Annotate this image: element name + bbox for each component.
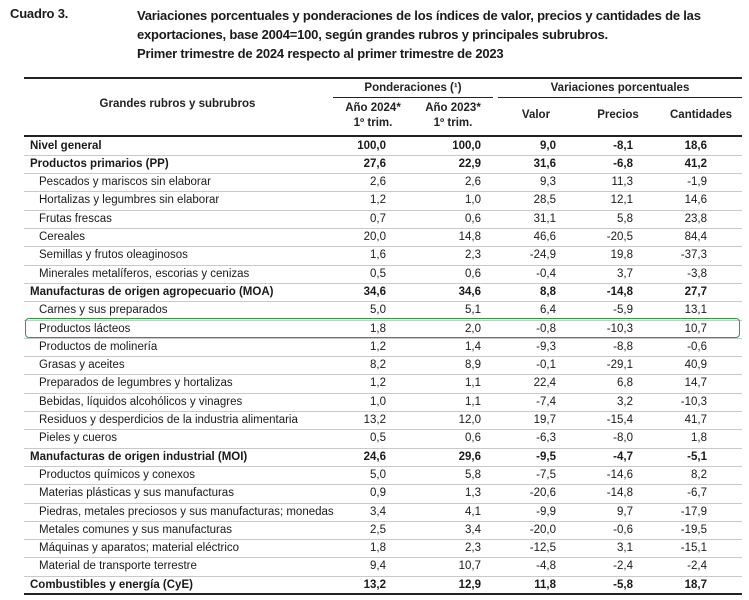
cell-p23: 2,3: [465, 249, 481, 262]
cell-p23: 1,0: [465, 194, 481, 207]
cell-valor: -9,3: [536, 340, 556, 353]
cell-precios: -8,0: [613, 432, 633, 445]
cell-precios: -15,4: [606, 414, 633, 426]
header-precios: Precios: [597, 109, 639, 121]
cell-valor: -24,9: [529, 249, 556, 262]
table-row: [24, 484, 742, 502]
cell-p23: 2,6: [465, 176, 481, 189]
cell-cant: -15,1: [680, 542, 707, 555]
cell-precios: 6,8: [617, 377, 633, 390]
row-label: Pieles y cueros: [39, 432, 117, 445]
table-row: [24, 557, 742, 575]
cell-precios: -8,1: [613, 139, 633, 152]
row-label: Frutas frescas: [39, 212, 112, 225]
cell-valor: 19,7: [533, 414, 556, 426]
cell-p24: 1,2: [370, 340, 386, 353]
cell-cant: 8,2: [691, 468, 707, 481]
cell-p24: 0,5: [370, 267, 386, 280]
cell-cant: 10,7: [684, 322, 707, 335]
cell-p24: 24,6: [363, 450, 386, 463]
header-anio-2024-line1: Año 2024*: [345, 102, 401, 114]
cell-precios: -2,4: [613, 560, 633, 573]
cell-p23: 1,4: [465, 340, 481, 353]
cell-cant: -2,4: [687, 560, 707, 573]
header-anio-2023-line2: 1º trim.: [433, 117, 473, 129]
cell-p24: 9,4: [370, 560, 386, 573]
cell-p24: 0,7: [370, 212, 386, 225]
cell-precios: -6,8: [613, 157, 633, 170]
cell-valor: -9,5: [536, 450, 556, 463]
cell-p24: 2,5: [370, 523, 386, 536]
cell-p23: 4,1: [465, 505, 481, 518]
cell-cant: 41,2: [684, 157, 707, 170]
cell-valor: -7,5: [536, 468, 556, 481]
cell-cant: 41,7: [684, 414, 707, 426]
cell-precios: 3,1: [617, 542, 633, 555]
cell-p23: 34,6: [458, 285, 481, 298]
row-label: Manufacturas de origen industrial (MOI): [30, 450, 248, 463]
cell-valor: -7,4: [536, 395, 556, 408]
cell-precios: -14,8: [606, 487, 633, 500]
cell-p23: 14,8: [458, 231, 481, 243]
cell-p24: 100,0: [357, 139, 386, 152]
cell-p23: 12,0: [458, 414, 481, 426]
cell-cant: -1,9: [687, 176, 707, 189]
cell-p24: 13,2: [363, 578, 386, 591]
cell-cant: 18,6: [684, 139, 707, 152]
cell-p23: 22,9: [458, 157, 481, 170]
table-row: [24, 137, 742, 155]
cell-precios: -0,6: [613, 523, 633, 536]
cell-precios: 12,1: [610, 194, 633, 207]
title-line: Variaciones porcentuales y ponderaciones de los índices de valor, precios y cantidades de las: [137, 8, 701, 23]
table-row: [24, 521, 742, 539]
row-label: Carnes y sus preparados: [39, 304, 168, 317]
row-label: Piedras, metales preciosos y sus manufacturas; monedas: [39, 505, 334, 518]
row-label: Manufacturas de origen agropecuario (MOA): [30, 285, 274, 298]
table-row: [24, 228, 742, 246]
cell-cant: -0,6: [687, 340, 707, 353]
cell-p23: 1,3: [465, 487, 481, 500]
cell-p24: 3,4: [370, 505, 386, 518]
cell-precios: 3,7: [617, 267, 633, 280]
cell-valor: 8,8: [540, 285, 556, 298]
cell-cant: -19,5: [680, 523, 707, 536]
row-label: Materias plásticas y sus manufacturas: [39, 487, 234, 500]
cell-precios: -20,5: [606, 231, 633, 243]
table-row: [24, 539, 742, 557]
row-label: Metales comunes y sus manufacturas: [39, 523, 233, 536]
ponderaciones-rule: [333, 97, 493, 98]
cell-precios: -4,7: [613, 450, 633, 463]
cell-precios: -29,1: [606, 359, 633, 372]
highlight-productos-lacteos: [25, 318, 740, 338]
cell-p23: 2,0: [465, 322, 481, 335]
table-row: [24, 411, 742, 429]
cell-valor: 11,8: [534, 578, 556, 591]
cell-p23: 8,9: [465, 359, 481, 372]
cell-valor: -6,3: [536, 432, 556, 445]
cell-precios: -14,8: [606, 285, 633, 298]
cell-precios: -8,8: [613, 340, 633, 353]
cell-p23: 3,4: [465, 523, 481, 536]
table-row: [24, 448, 742, 466]
table-row: [24, 246, 742, 264]
cell-cant: 1,8: [691, 432, 707, 445]
row-label: Semillas y frutos oleaginosos: [39, 249, 188, 262]
header-rubros: Grandes rubros y subrubros: [99, 98, 256, 110]
cell-p23: 0,6: [465, 267, 481, 280]
row-label: Productos de molinería: [39, 340, 158, 353]
cell-cant: -5,1: [687, 450, 707, 463]
cell-valor: -4,8: [536, 560, 556, 573]
row-label: Combustibles y energía (CyE): [30, 578, 193, 591]
cell-p23: 10,7: [458, 560, 481, 573]
cell-p23: 0,6: [465, 432, 481, 445]
cell-valor: -20,0: [529, 523, 556, 536]
cell-cant: 18,7: [684, 578, 707, 591]
cell-precios: 5,8: [617, 212, 633, 225]
cell-p23: 0,6: [465, 212, 481, 225]
cell-p23: 2,3: [465, 542, 481, 555]
row-label: Nivel general: [30, 139, 102, 152]
cell-precios: 11,3: [611, 176, 633, 189]
table-row: [24, 155, 742, 173]
cell-valor: 31,1: [533, 212, 556, 225]
cell-valor: -9,9: [536, 505, 556, 518]
header-variaciones: Variaciones porcentuales: [550, 82, 690, 94]
table-row: [24, 283, 742, 301]
table-row: [24, 173, 742, 191]
cell-cant: 23,8: [684, 212, 707, 225]
header-anio-2023-line1: Año 2023*: [425, 102, 481, 114]
table-row: [24, 265, 742, 283]
cell-p23: 100,0: [452, 139, 481, 152]
row-label: Cereales: [39, 231, 86, 243]
title-line: Primer trimestre de 2024 respecto al primer trimestre de 2023: [137, 46, 504, 61]
cell-cant: 14,6: [684, 194, 707, 207]
header-ponderaciones: Ponderaciones (¹): [364, 82, 462, 94]
cell-p24: 5,0: [370, 304, 386, 317]
cell-p24: 1,0: [370, 395, 386, 408]
cell-p24: 1,2: [370, 194, 386, 207]
table-row: [24, 576, 742, 594]
table-label: Cuadro 3.: [10, 6, 69, 21]
cell-p24: 8,2: [370, 359, 386, 372]
header-anio-2023: [413, 101, 493, 131]
table-row: [24, 503, 742, 521]
cell-cant: -6,7: [687, 487, 707, 500]
cell-precios: -5,8: [613, 578, 633, 591]
row-label: Minerales metalíferos, escorias y cenizas: [39, 267, 250, 280]
table-row: [24, 374, 742, 392]
cell-cant: -17,9: [680, 505, 707, 518]
cell-precios: 3,2: [617, 395, 633, 408]
cell-valor: 22,4: [533, 377, 556, 390]
table-row: [24, 338, 742, 356]
header-anio-2024: [333, 101, 413, 131]
cell-p23: 5,8: [465, 468, 481, 481]
header-cantidades: Cantidades: [670, 109, 732, 121]
table-top-rule: [24, 77, 742, 79]
cell-p24: 1,6: [370, 249, 386, 262]
row-label: Productos primarios (PP): [30, 157, 169, 170]
cell-p24: 13,2: [363, 414, 386, 426]
row-label: Residuos y desperdicios de la industria alimentaria: [39, 414, 298, 426]
cell-precios: -10,3: [606, 322, 633, 335]
cell-cant: -10,3: [680, 395, 707, 408]
row-label: Bebidas, líquidos alcohólicos y vinagres: [39, 395, 243, 408]
cell-valor: -12,5: [529, 542, 556, 555]
cell-valor: -0,4: [536, 267, 556, 280]
row-label: Máquinas y aparatos; material eléctrico: [39, 542, 240, 555]
cell-p24: 27,6: [363, 157, 386, 170]
cell-valor: -0,8: [536, 322, 556, 335]
header-anio-2024-line2: 1º trim.: [353, 117, 393, 129]
cell-valor: 9,0: [540, 139, 556, 152]
table-row: [24, 191, 742, 209]
row-label: Material de transporte terrestre: [39, 560, 197, 573]
table-row: [24, 210, 742, 228]
header-valor: Valor: [521, 109, 551, 121]
cell-p24: 1,2: [370, 377, 386, 390]
cell-cant: 84,4: [684, 231, 707, 243]
row-label: Preparados de legumbres y hortalizas: [39, 377, 233, 390]
cell-cant: 13,1: [684, 304, 707, 317]
cell-precios: -5,9: [613, 304, 633, 317]
cell-p24: 20,0: [363, 231, 386, 243]
cell-p24: 2,6: [370, 176, 386, 189]
cell-p24: 0,5: [370, 432, 386, 445]
cell-cant: 27,7: [684, 285, 707, 298]
cell-valor: 6,4: [540, 304, 556, 317]
cell-p23: 5,1: [465, 304, 481, 317]
table-row: [24, 393, 742, 411]
cell-p24: 5,0: [370, 468, 386, 481]
cell-cant: 14,7: [684, 377, 707, 390]
cell-valor: -20,6: [529, 487, 556, 500]
table-row: [24, 466, 742, 484]
cell-valor: 28,5: [533, 194, 556, 207]
row-label: Productos lácteos: [39, 322, 131, 335]
cell-p23: 1,1: [465, 377, 481, 390]
cell-precios: 19,8: [610, 249, 633, 262]
cell-precios: 9,7: [617, 505, 633, 518]
cell-p24: 1,8: [370, 542, 386, 555]
cell-p23: 12,9: [458, 578, 481, 591]
cell-p24: 0,9: [370, 487, 386, 500]
cell-precios: -14,6: [606, 468, 633, 481]
cell-cant: -3,8: [687, 267, 707, 280]
cell-valor: -0,1: [536, 359, 556, 372]
table-row: [24, 356, 742, 374]
cell-cant: 40,9: [684, 359, 707, 372]
cell-cant: -37,3: [680, 249, 707, 262]
row-label: Productos químicos y conexos: [39, 468, 195, 481]
cell-valor: 46,6: [533, 231, 556, 243]
cell-valor: 9,3: [540, 176, 556, 189]
cell-p23: 29,6: [458, 450, 481, 463]
cell-p24: 1,8: [370, 322, 386, 335]
cell-p24: 34,6: [363, 285, 386, 298]
cell-valor: 31,6: [533, 157, 556, 170]
table-row: [24, 429, 742, 447]
title-line: exportaciones, base 2004=100, según grandes rubros y principales subrubros.: [137, 27, 608, 42]
cell-p23: 1,1: [465, 395, 481, 408]
row-label: Hortalizas y legumbres sin elaborar: [39, 194, 220, 207]
row-label: Grasas y aceites: [39, 359, 125, 372]
variaciones-rule: [498, 97, 742, 98]
row-label: Pescados y mariscos sin elaborar: [39, 176, 211, 189]
table-row: [24, 301, 742, 319]
